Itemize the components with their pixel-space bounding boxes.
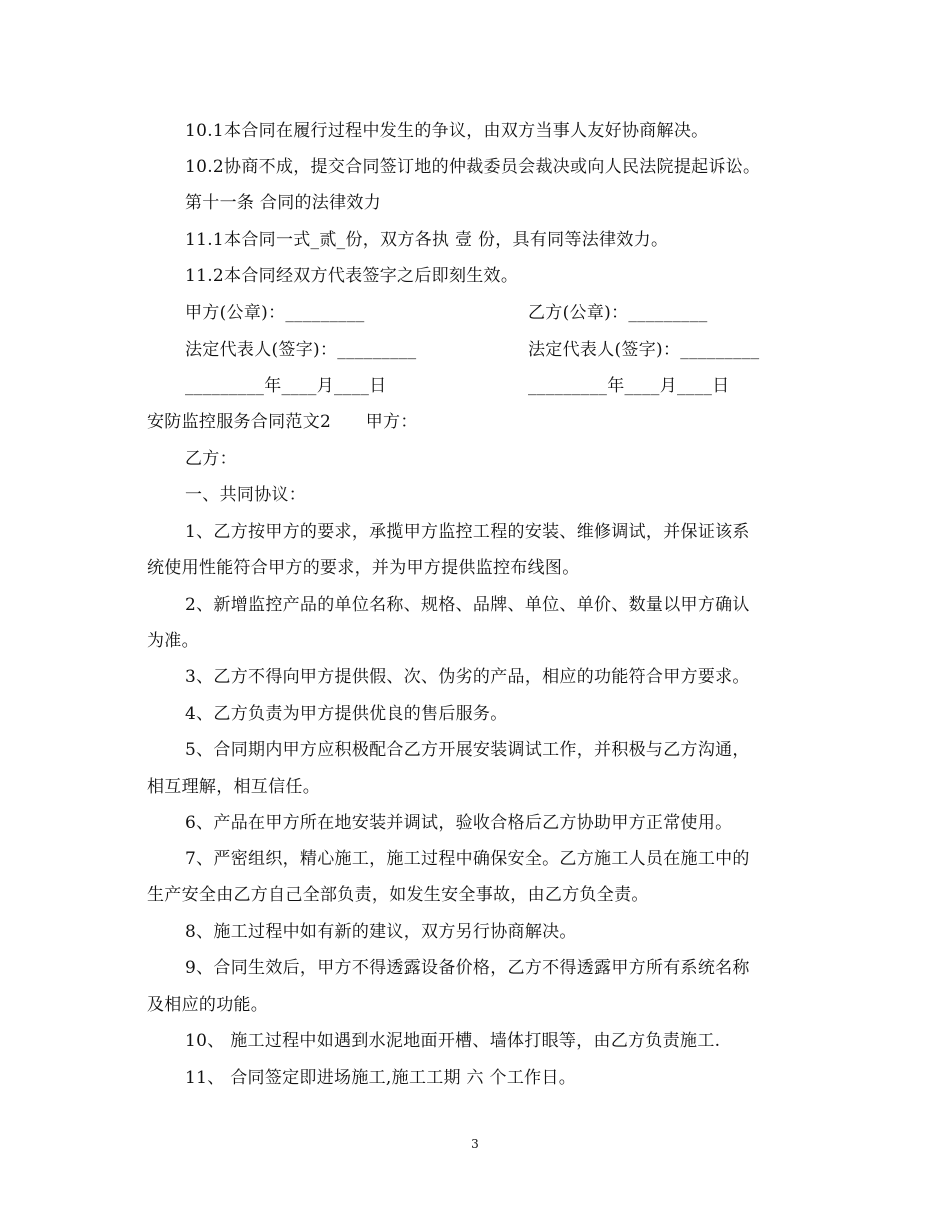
item-5-line-2: 相互理解，相互信任。 bbox=[147, 777, 320, 797]
clause-10-2: 10.2协商不成，提交合同签订地的仲裁委员会裁决或向人民法院提起诉讼。 bbox=[185, 157, 761, 177]
party-b-date-field: _________年____月____日 bbox=[528, 376, 730, 396]
item-2-line-2: 为准。 bbox=[147, 631, 199, 651]
party-a-representative-field: 法定代表人(签字)：_________ bbox=[185, 340, 417, 360]
item-1-line-1: 1、乙方按甲方的要求，承揽甲方监控工程的安装、维修调试，并保证该系 bbox=[185, 522, 750, 542]
party-b-seal-field: 乙方(公章)：_________ bbox=[528, 303, 708, 323]
item-6: 6、产品在甲方所在地安装并调试，验收合格后乙方协助甲方正常使用。 bbox=[185, 813, 733, 833]
article-11-heading: 第十一条 合同的法律效力 bbox=[185, 193, 382, 213]
item-11: 11、 合同签定即进场施工,施工工期 六 个工作日。 bbox=[185, 1068, 577, 1088]
item-8: 8、施工过程中如有新的建议，双方另行协商解决。 bbox=[185, 922, 577, 942]
item-9-line-1: 9、合同生效后，甲方不得透露设备价格，乙方不得透露甲方所有系统名称 bbox=[185, 958, 750, 978]
item-7-line-2: 生产安全由乙方自己全部负责，如发生安全事故，由乙方负全责。 bbox=[147, 885, 649, 905]
item-10: 10、 施工过程中如遇到水泥地面开槽、墙体打眼等，由乙方负责施工. bbox=[185, 1031, 721, 1051]
item-9-line-2: 及相应的功能。 bbox=[147, 995, 269, 1015]
section-1-heading: 一、共同协议： bbox=[185, 485, 307, 505]
item-1-line-2: 统使用性能符合甲方的要求，并为甲方提供监控布线图。 bbox=[147, 558, 580, 578]
item-7-line-1: 7、严密组织，精心施工，施工过程中确保安全。乙方施工人员在施工中的 bbox=[185, 849, 750, 869]
party-b-line: 乙方： bbox=[185, 449, 237, 469]
item-2-line-1: 2、新增监控产品的单位名称、规格、品牌、单位、单价、数量以甲方确认 bbox=[185, 595, 750, 615]
party-b-representative-field: 法定代表人(签字)：_________ bbox=[528, 340, 760, 360]
page-number: 3 bbox=[471, 1137, 479, 1151]
party-a-seal-field: 甲方(公章)：_________ bbox=[185, 303, 365, 323]
clause-11-1: 11.1本合同一式_贰_份，双方各执 壹 份，具有同等法律效力。 bbox=[185, 230, 669, 250]
party-a-date-field: _________年____月____日 bbox=[185, 376, 387, 396]
clause-11-2: 11.2本合同经双方代表签字之后即刻生效。 bbox=[185, 266, 519, 286]
contract-2-title: 安防监控服务合同范文2 甲方： bbox=[147, 412, 418, 432]
item-5-line-1: 5、合同期内甲方应积极配合乙方开展安装调试工作，并积极与乙方沟通， bbox=[185, 740, 750, 760]
clause-10-1: 10.1本合同在履行过程中发生的争议，由双方当事人友好协商解决。 bbox=[185, 121, 709, 141]
item-4: 4、乙方负责为甲方提供优良的售后服务。 bbox=[185, 704, 508, 724]
item-3: 3、乙方不得向甲方提供假、次、伪劣的产品，相应的功能符合甲方要求。 bbox=[185, 667, 750, 687]
